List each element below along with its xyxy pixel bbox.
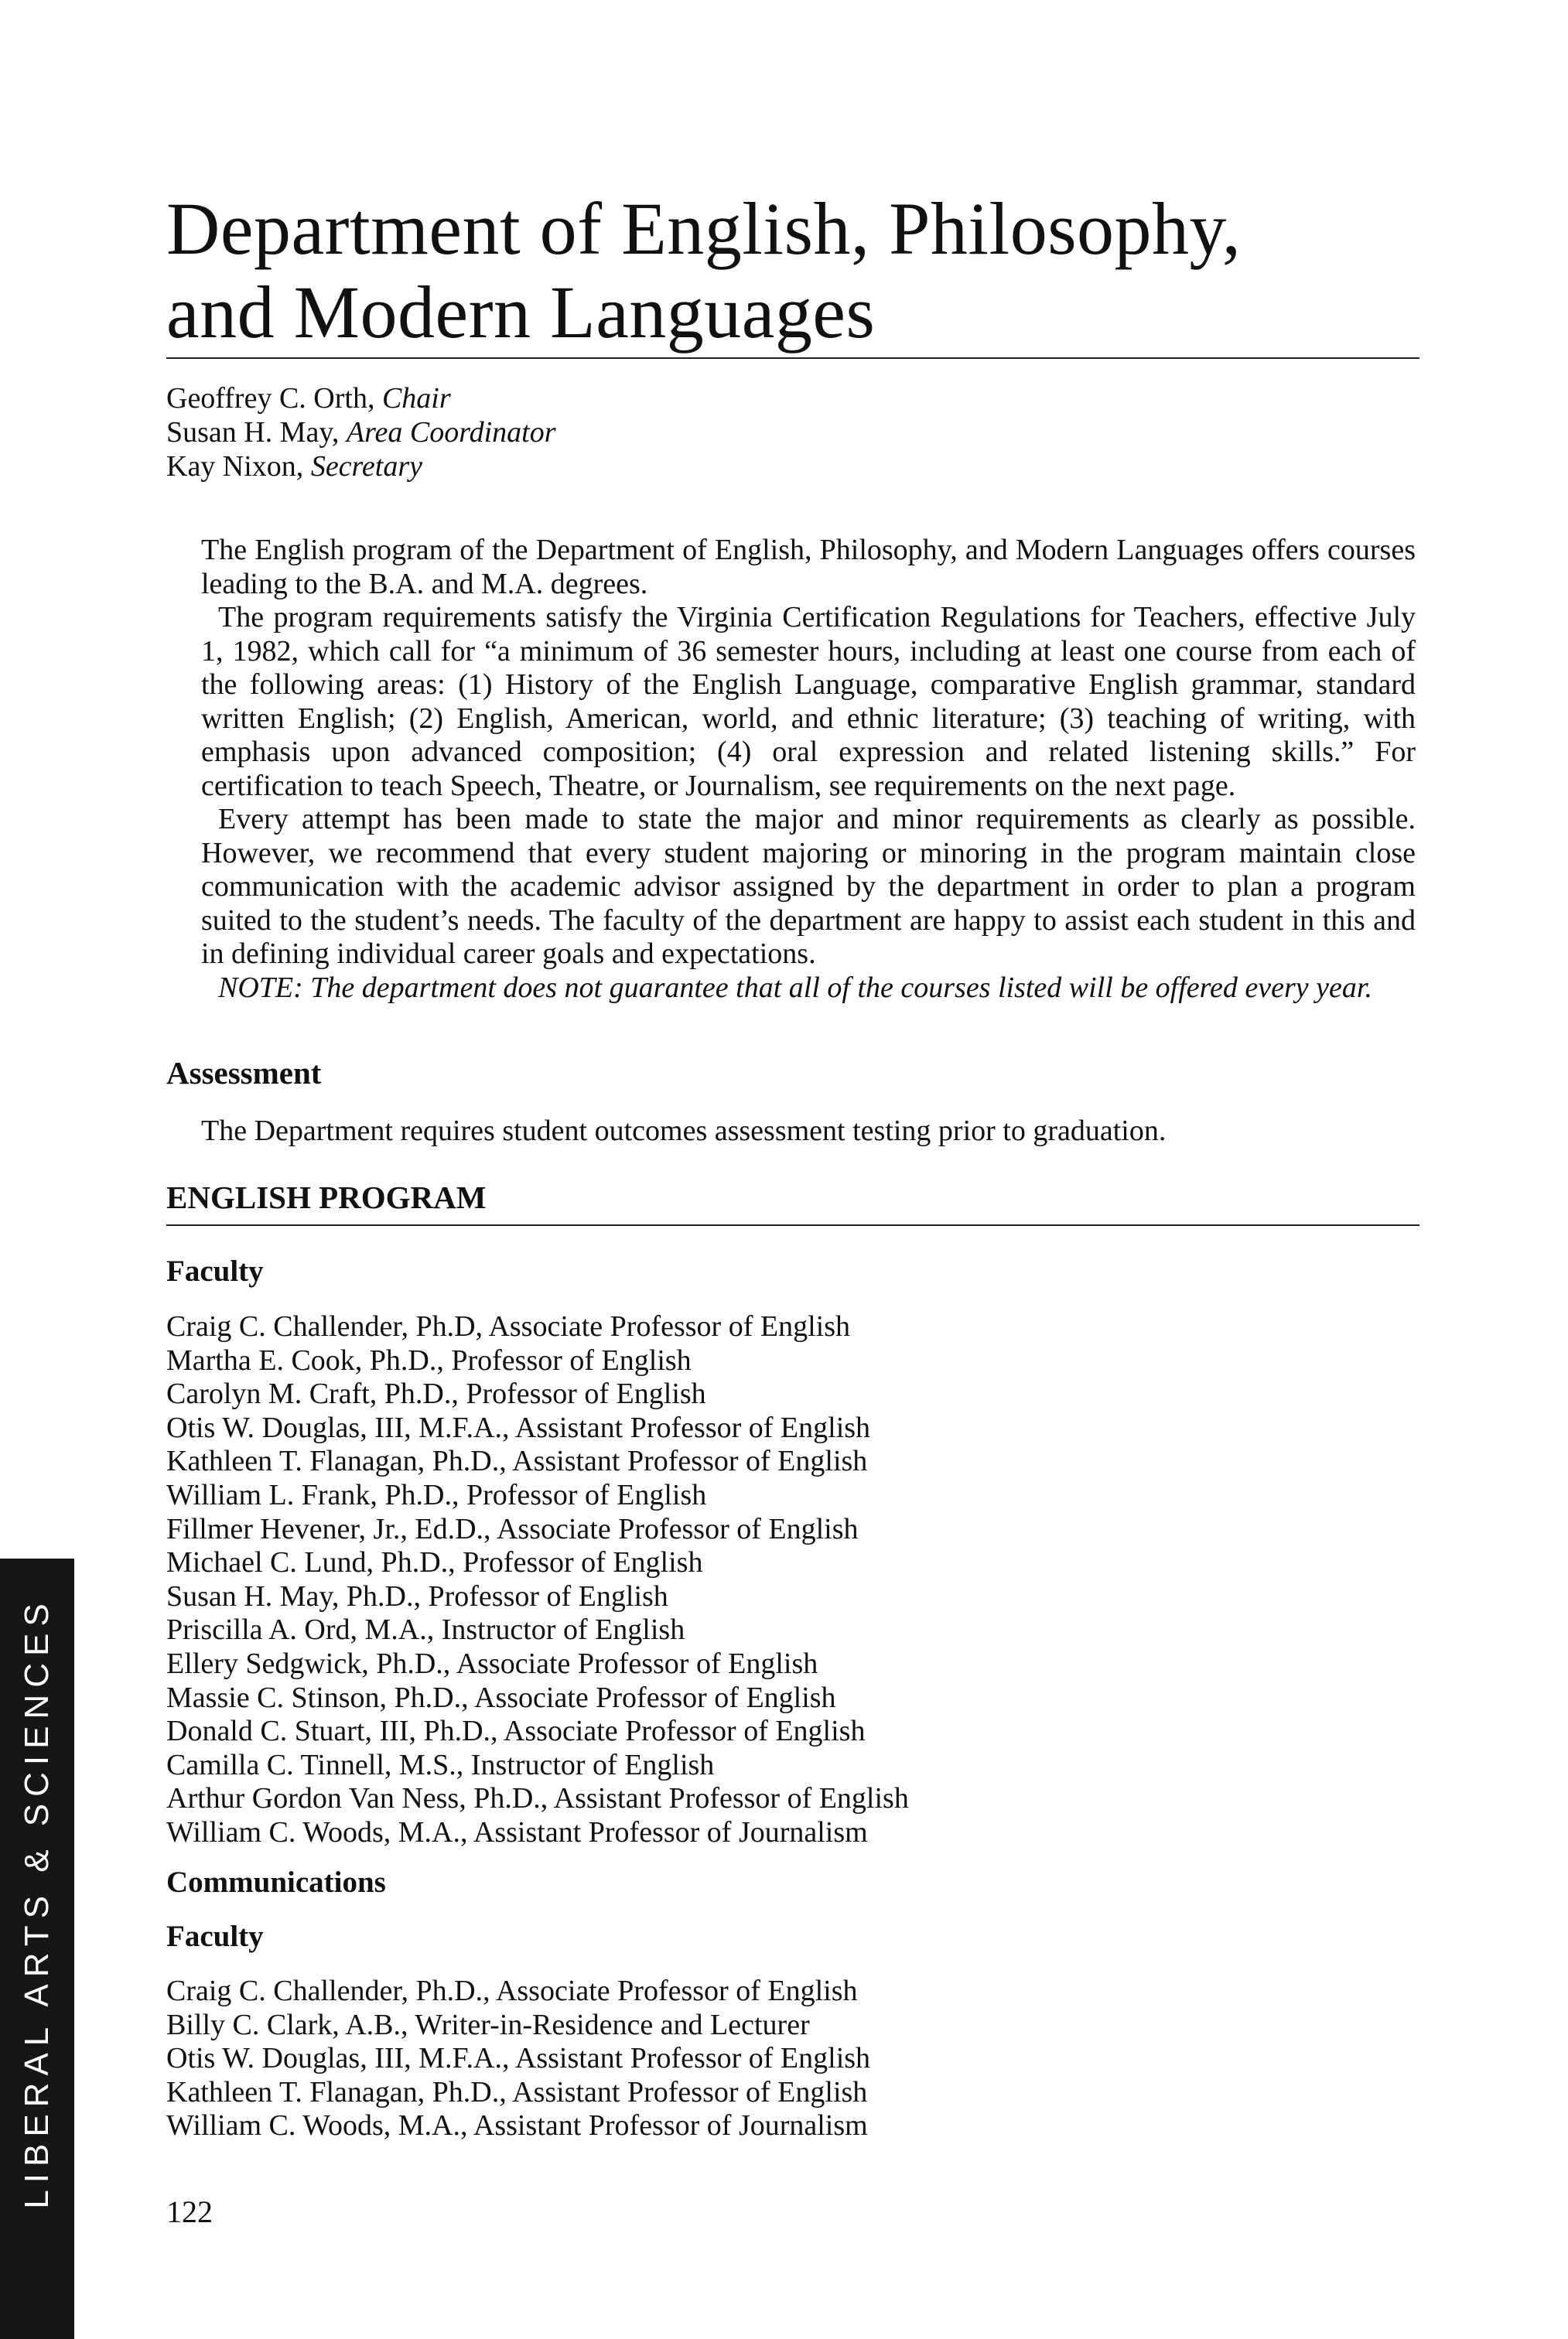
faculty-member: Otis W. Douglas, III, M.F.A., Assistant Professor of English [166,1411,871,1444]
intro-text [201,534,1416,1005]
staff-role: Secretary [310,450,423,483]
staff-name: Kay Nixon, [166,450,311,483]
title-line-1: Department of English, Philosophy, [166,187,1242,270]
staff-chair [166,381,556,415]
faculty-member: Priscilla A. Ord, M.A., Instructor of English [166,1613,685,1647]
assessment-text: The Department requires student outcomes assessment testing prior to graduation. [201,1115,1167,1147]
faculty-member: Massie C. Stinson, Ph.D., Associate Professor of English [166,1681,836,1714]
intro-paragraph-1: The English program of the Department of English, Philosophy, and Modern Languages offers courses leading to the B.A. and M.A. degrees. [201,534,1416,600]
intro-note [201,971,1416,1006]
page-number: 122 [166,2194,213,2229]
staff-name: Susan H. May, [166,416,347,449]
staff-coordinator [166,415,556,449]
faculty-member: Ellery Sedgwick, Ph.D., Associate Professor of English [166,1647,818,1680]
staff-name: Geoffrey C. Orth, [166,382,382,415]
staff-role: Chair [381,382,451,415]
faculty-member: William L. Frank, Ph.D., Professor of English [166,1478,707,1511]
faculty-member: Arthur Gordon Van Ness, Ph.D., Assistant Professor of English [166,1782,909,1815]
faculty-member: Camilla C. Tinnell, M.S., Instructor of English [166,1748,715,1781]
page-title [166,187,1419,354]
english-program-heading: ENGLISH PROGRAM [166,1180,487,1215]
sidebar-label: LIBERAL ARTS & SCIENCES [18,1596,56,2209]
faculty-member: William C. Woods, M.A., Assistant Professor of Journalism [166,2109,868,2143]
english-faculty-list [166,1310,909,1850]
faculty-member: Billy C. Clark, A.B., Writer-in-Residence and Lecturer [166,2008,810,2041]
staff-secretary [166,449,556,483]
note-text: The department does not guarantee that all of the courses listed will be offered every year. [310,971,1372,1004]
staff-list [166,381,556,483]
title-divider [166,357,1419,359]
faculty-member: Otis W. Douglas, III, M.F.A., Assistant Professor of English [166,2042,871,2075]
intro-paragraph-3: Every attempt has been made to state the major and minor requirements as clearly as possible. However, we recommend that every student majoring or minoring in the program maintain close communication with the academic advisor assigned by the department in order to plan a program suited to the student’s needs. The faculty of the department are happy to assist each student in this and in defining individual career goals and expectations. [201,803,1416,970]
faculty-member: Craig C. Challender, Ph.D, Associate Professor of English [166,1310,850,1343]
faculty-member: Martha E. Cook, Ph.D., Professor of English [166,1344,692,1377]
intro-paragraph-2: The program requirements satisfy the Virginia Certification Regulations for Teachers, effective July 1, 1982, which call for “a minimum of 36 semester hours, including at least one course from each of the following areas: (1) History of the English Language, comparative English grammar, standard written English; (2) English, American, world, and ethnic literature; (3) teaching of writing, with emphasis upon advanced composition; (4) oral expression and related listening skills.” For certification to teach Speech, Theatre, or Journalism, see requirements on the next page. [201,601,1416,802]
faculty-member: Kathleen T. Flanagan, Ph.D., Assistant Professor of English [166,1445,868,1478]
faculty-member: Carolyn M. Craft, Ph.D., Professor of English [166,1378,706,1411]
note-label: NOTE: [218,971,311,1004]
faculty-member: Michael C. Lund, Ph.D., Professor of English [166,1546,703,1579]
staff-role: Area Coordinator [346,416,556,449]
faculty-member: William C. Woods, M.A., Assistant Professor of Journalism [166,1815,868,1849]
faculty-member: Craig C. Challender, Ph.D., Associate Professor of English [166,1975,858,2007]
faculty-member: Fillmer Hevener, Jr., Ed.D., Associate Professor of English [166,1512,859,1545]
assessment-heading: Assessment [166,1055,322,1091]
communications-faculty-heading: Faculty [166,1920,264,1953]
communications-heading: Communications [166,1866,386,1899]
english-program-divider [166,1224,1419,1226]
faculty-member: Susan H. May, Ph.D., Professor of English [166,1579,668,1613]
english-faculty-heading: Faculty [166,1255,264,1288]
faculty-member: Kathleen T. Flanagan, Ph.D., Assistant Professor of English [166,2075,868,2109]
faculty-member: Donald C. Stuart, III, Ph.D., Associate Professor of English [166,1715,866,1748]
title-line-2: and Modern Languages [166,271,876,353]
communications-faculty-list [166,1975,870,2143]
